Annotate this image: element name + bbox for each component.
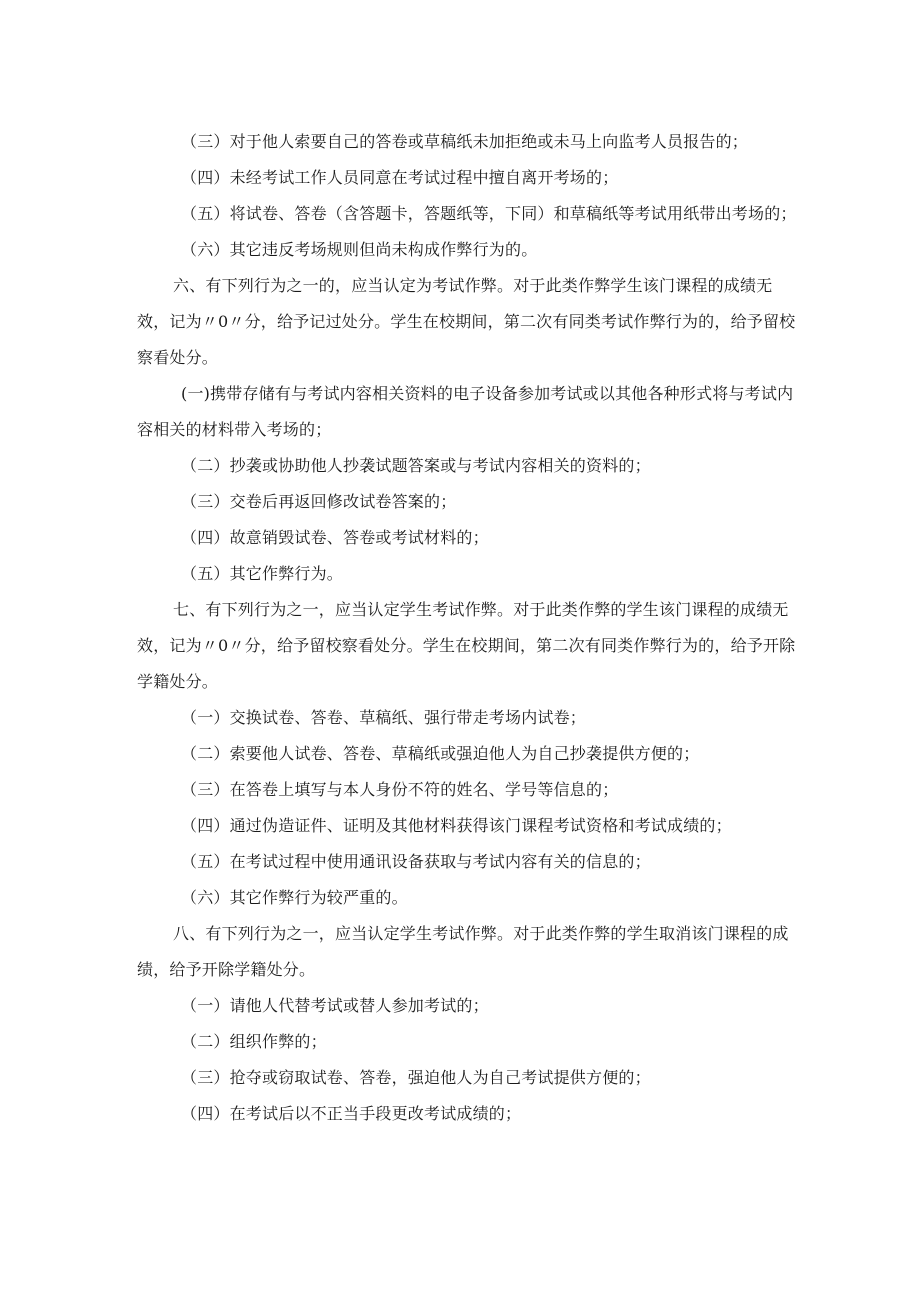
clause-item: （一）交换试卷、答卷、草稿纸、强行带走考场内试卷； bbox=[181, 708, 587, 727]
clause-item: （二）抄袭或协助他人抄袭试题答案或与考试内容相关的资料的； bbox=[181, 456, 651, 475]
clause-item: （四）通过伪造证件、证明及其他材料获得该门课程考试资格和考试成绩的； bbox=[181, 816, 732, 835]
clause-item: （五）在考试过程中使用通讯设备获取与考试内容有关的信息的； bbox=[181, 852, 651, 871]
clause-item: （三）交卷后再返回修改试卷答案的； bbox=[181, 492, 457, 511]
clause-item: （四）在考试后以不正当手段更改考试成绩的； bbox=[181, 1104, 522, 1123]
clause-item: （二）索要他人试卷、答卷、草稿纸或强迫他人为自己抄袭提供方便的； bbox=[181, 744, 700, 763]
article-paragraph: 八、有下列行为之一，应当认定学生考试作弊。对于此类作弊的学生取消该门课程的成绩，给予开除学籍处分。 bbox=[137, 924, 789, 979]
article-paragraph: 七、有下列行为之一，应当认定学生考试作弊。对于此类作弊的学生该门课程的成绩无效，记为〃0〃分，给予留校察看处分。学生在校期间，第二次有同类作弊行为的，给予开除学籍处分。 bbox=[137, 600, 796, 691]
article-paragraph: 六、有下列行为之一的，应当认定为考试作弊。对于此类作弊学生该门课程的成绩无效，记为〃0〃分，给予记过处分。学生在校期间，第二次有同类考试作弊行为的，给予留校察看处分。 bbox=[137, 276, 796, 367]
clause-item: （三）抢夺或窃取试卷、答卷，强迫他人为自己考试提供方便的； bbox=[181, 1068, 651, 1087]
clause-item: （四）未经考试工作人员同意在考试过程中擅自离开考场的； bbox=[181, 168, 619, 187]
document-body bbox=[137, 124, 797, 1132]
clause-item: （五）其它作弊行为。 bbox=[181, 564, 344, 583]
clause-item: （一）请他人代替考试或替人参加考试的； bbox=[181, 996, 489, 1015]
clause-item: （六）其它违反考场规则但尚未构成作弊行为的。 bbox=[181, 240, 538, 259]
clause-item: （五）将试卷、答卷（含答题卡，答题纸等，下同）和草稿纸等考试用纸带出考场的； bbox=[181, 204, 797, 223]
clause-item: （四）故意销毁试卷、答卷或考试材料的； bbox=[181, 528, 489, 547]
clause-item: （三）对于他人索要自己的答卷或草稿纸未加拒绝或未马上向监考人员报告的； bbox=[181, 132, 749, 151]
clause-item: （六）其它作弊行为较严重的。 bbox=[181, 888, 408, 907]
clause-item: （三）在答卷上填写与本人身份不符的姓名、学号等信息的； bbox=[181, 780, 619, 799]
clause-item: （二）组织作弊的； bbox=[181, 1032, 327, 1051]
clause-item: (一)携带存储有与考试内容相关资料的电子设备参加考试或以其他各种形式将与考试内容相关的材料带入考场的； bbox=[137, 384, 794, 439]
